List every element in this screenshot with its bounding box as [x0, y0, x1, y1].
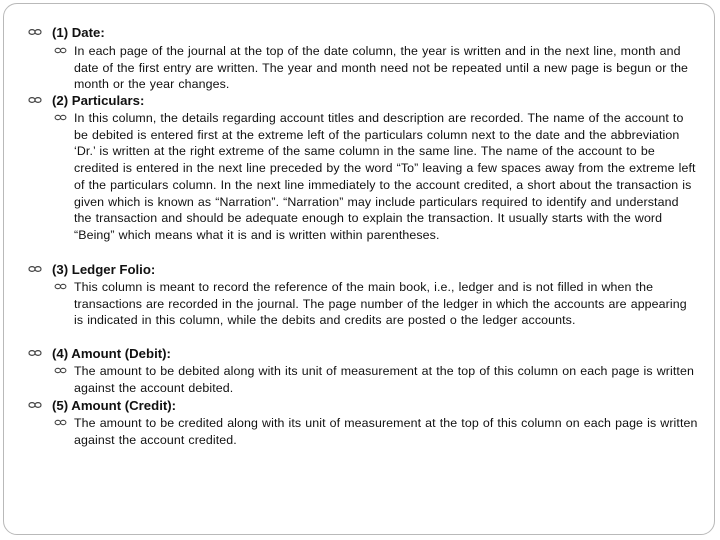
bullet-icon: [54, 418, 67, 427]
section-heading-text: (2) Particulars:: [52, 93, 145, 108]
bullet-icon: [54, 366, 67, 375]
section-amount-credit: [0, 397, 712, 448]
bullet-icon: [28, 95, 42, 105]
section-heading-text: (1) Date:: [52, 25, 105, 40]
section-body-text: In this column, the details regarding account titles and description are recorded. The name of the account to be debited is entered first at the extreme left of the particulars column next to the date and the abbreviation ‘Dr.’ is written at the right extreme of the same column in the same line. The name of the account to be credited is entered in the next line preceded by the word “To” leaving a few spaces away from the extreme left of the particulars column. In the next line immediately to the account credited, a short about the transaction is given which is known as “Narration”. “Narration” may include particulars required to identify and understand the transaction and should be adequate enough to explain the transaction. It usually starts with the word “Being” which means what it is and is written within parentheses.: [74, 111, 696, 242]
section-body: [74, 363, 698, 396]
section-heading-text: (5) Amount (Credit):: [52, 398, 177, 413]
section-heading-text: (3) Ledger Folio:: [52, 262, 156, 277]
section-heading: [52, 24, 712, 41]
section-body-text: The amount to be debited along with its unit of measurement at the top of this column on each page is written against the account debited.: [74, 364, 694, 395]
section-body: [74, 110, 698, 244]
bullet-icon: [54, 113, 67, 122]
section-body: [74, 43, 698, 93]
section-body: [74, 279, 698, 329]
section-date: [0, 24, 712, 93]
section-heading-text: (4) Amount (Debit):: [52, 346, 171, 361]
bullet-icon: [28, 400, 42, 410]
section-particulars: [0, 92, 712, 244]
bullet-icon: [28, 264, 42, 274]
bullet-icon: [54, 282, 67, 291]
section-heading: [52, 345, 712, 362]
section-body-text: This column is meant to record the reference of the main book, i.e., ledger and is not filled in when the transactions are recorded in the journal. The page number of the ledger in which the accounts are appearing is indicated in this column, while the debits and credits are posted o the ledger accounts.: [74, 280, 687, 328]
section-heading: [52, 261, 712, 278]
section-body-text: In each page of the journal at the top of the date column, the year is written and in the next line, month and date of the first entry are written. The year and month need not be repeated until a new page is begun or the month or the year changes.: [74, 44, 689, 92]
section-heading: [52, 92, 712, 109]
section-body-text: The amount to be credited along with its unit of measurement at the top of this column on each page is written against the account credited.: [74, 416, 698, 447]
section-ledger-folio: [0, 261, 712, 329]
section-amount-debit: [0, 345, 712, 396]
bullet-icon: [54, 46, 67, 55]
bullet-icon: [28, 348, 42, 358]
section-heading: [52, 397, 712, 414]
section-body: [74, 415, 698, 448]
bullet-icon: [28, 27, 42, 37]
